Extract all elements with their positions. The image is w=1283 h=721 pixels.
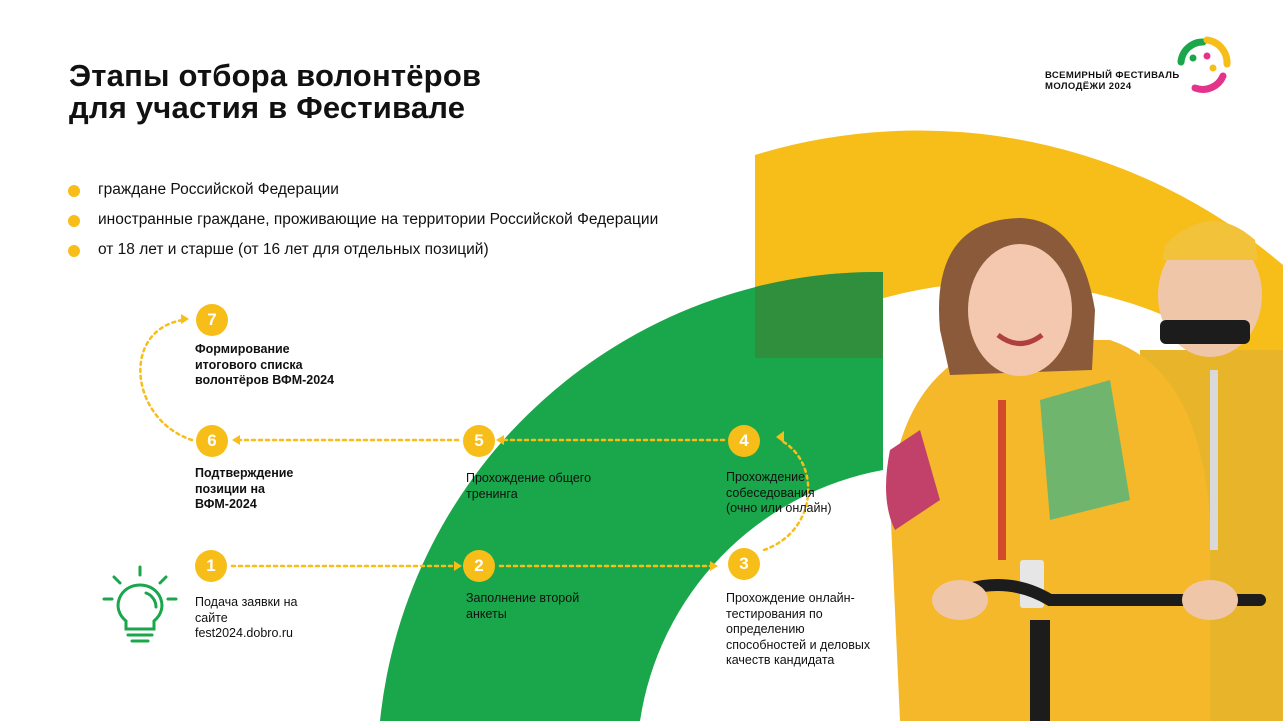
step-6-badge: 6 — [196, 425, 228, 457]
arrowhead-4 — [776, 431, 784, 443]
logo-line-1: ВСЕМИРНЫЙ ФЕСТИВАЛЬ — [1045, 70, 1180, 81]
arrowhead-5 — [496, 435, 504, 445]
arrowhead-6 — [232, 435, 240, 445]
step-4-text: Прохождение собеседования (очно или онлайн) — [726, 470, 832, 515]
step-2-badge: 2 — [463, 550, 495, 582]
connector-6-7 — [140, 320, 192, 440]
step-1-badge: 1 — [195, 550, 227, 582]
step-7-badge: 7 — [196, 304, 228, 336]
arrowhead-2 — [454, 561, 462, 571]
logo-line-2: МОЛОДЁЖИ 2024 — [1045, 81, 1132, 92]
step-3-badge: 3 — [728, 548, 760, 580]
lightbulb-icon — [100, 563, 180, 653]
arrowhead-3 — [710, 561, 718, 571]
step-7-text: Формирование итогового списка волонтёров ВФМ-2024 — [195, 342, 335, 387]
step-5-badge: 5 — [463, 425, 495, 457]
criteria-text: от 18 лет и старше (от 16 лет для отдельных позиций) — [98, 241, 489, 258]
step-5-text: Прохождение общего тренинга — [466, 471, 592, 501]
criteria-text: граждане Российской Федерации — [98, 181, 339, 198]
step-6-text: Подтверждение позиции на ВФМ-2024 — [195, 466, 294, 511]
step-4-badge: 4 — [728, 425, 760, 457]
criteria-text: иностранные граждане, проживающие на территории Российской Федерации — [98, 211, 659, 228]
arrowhead-7 — [181, 314, 189, 324]
step-3-text: Прохождение онлайн- тестирования по определению способностей и деловых качеств кандидата — [726, 591, 871, 667]
step-1-text: Подача заявки на сайте fest2024.dobro.ru — [195, 595, 298, 640]
step-2-text: Заполнение второй анкеты — [466, 591, 580, 621]
slide-title: Этапы отбора волонтёров для участия в Фестивале — [69, 58, 482, 125]
